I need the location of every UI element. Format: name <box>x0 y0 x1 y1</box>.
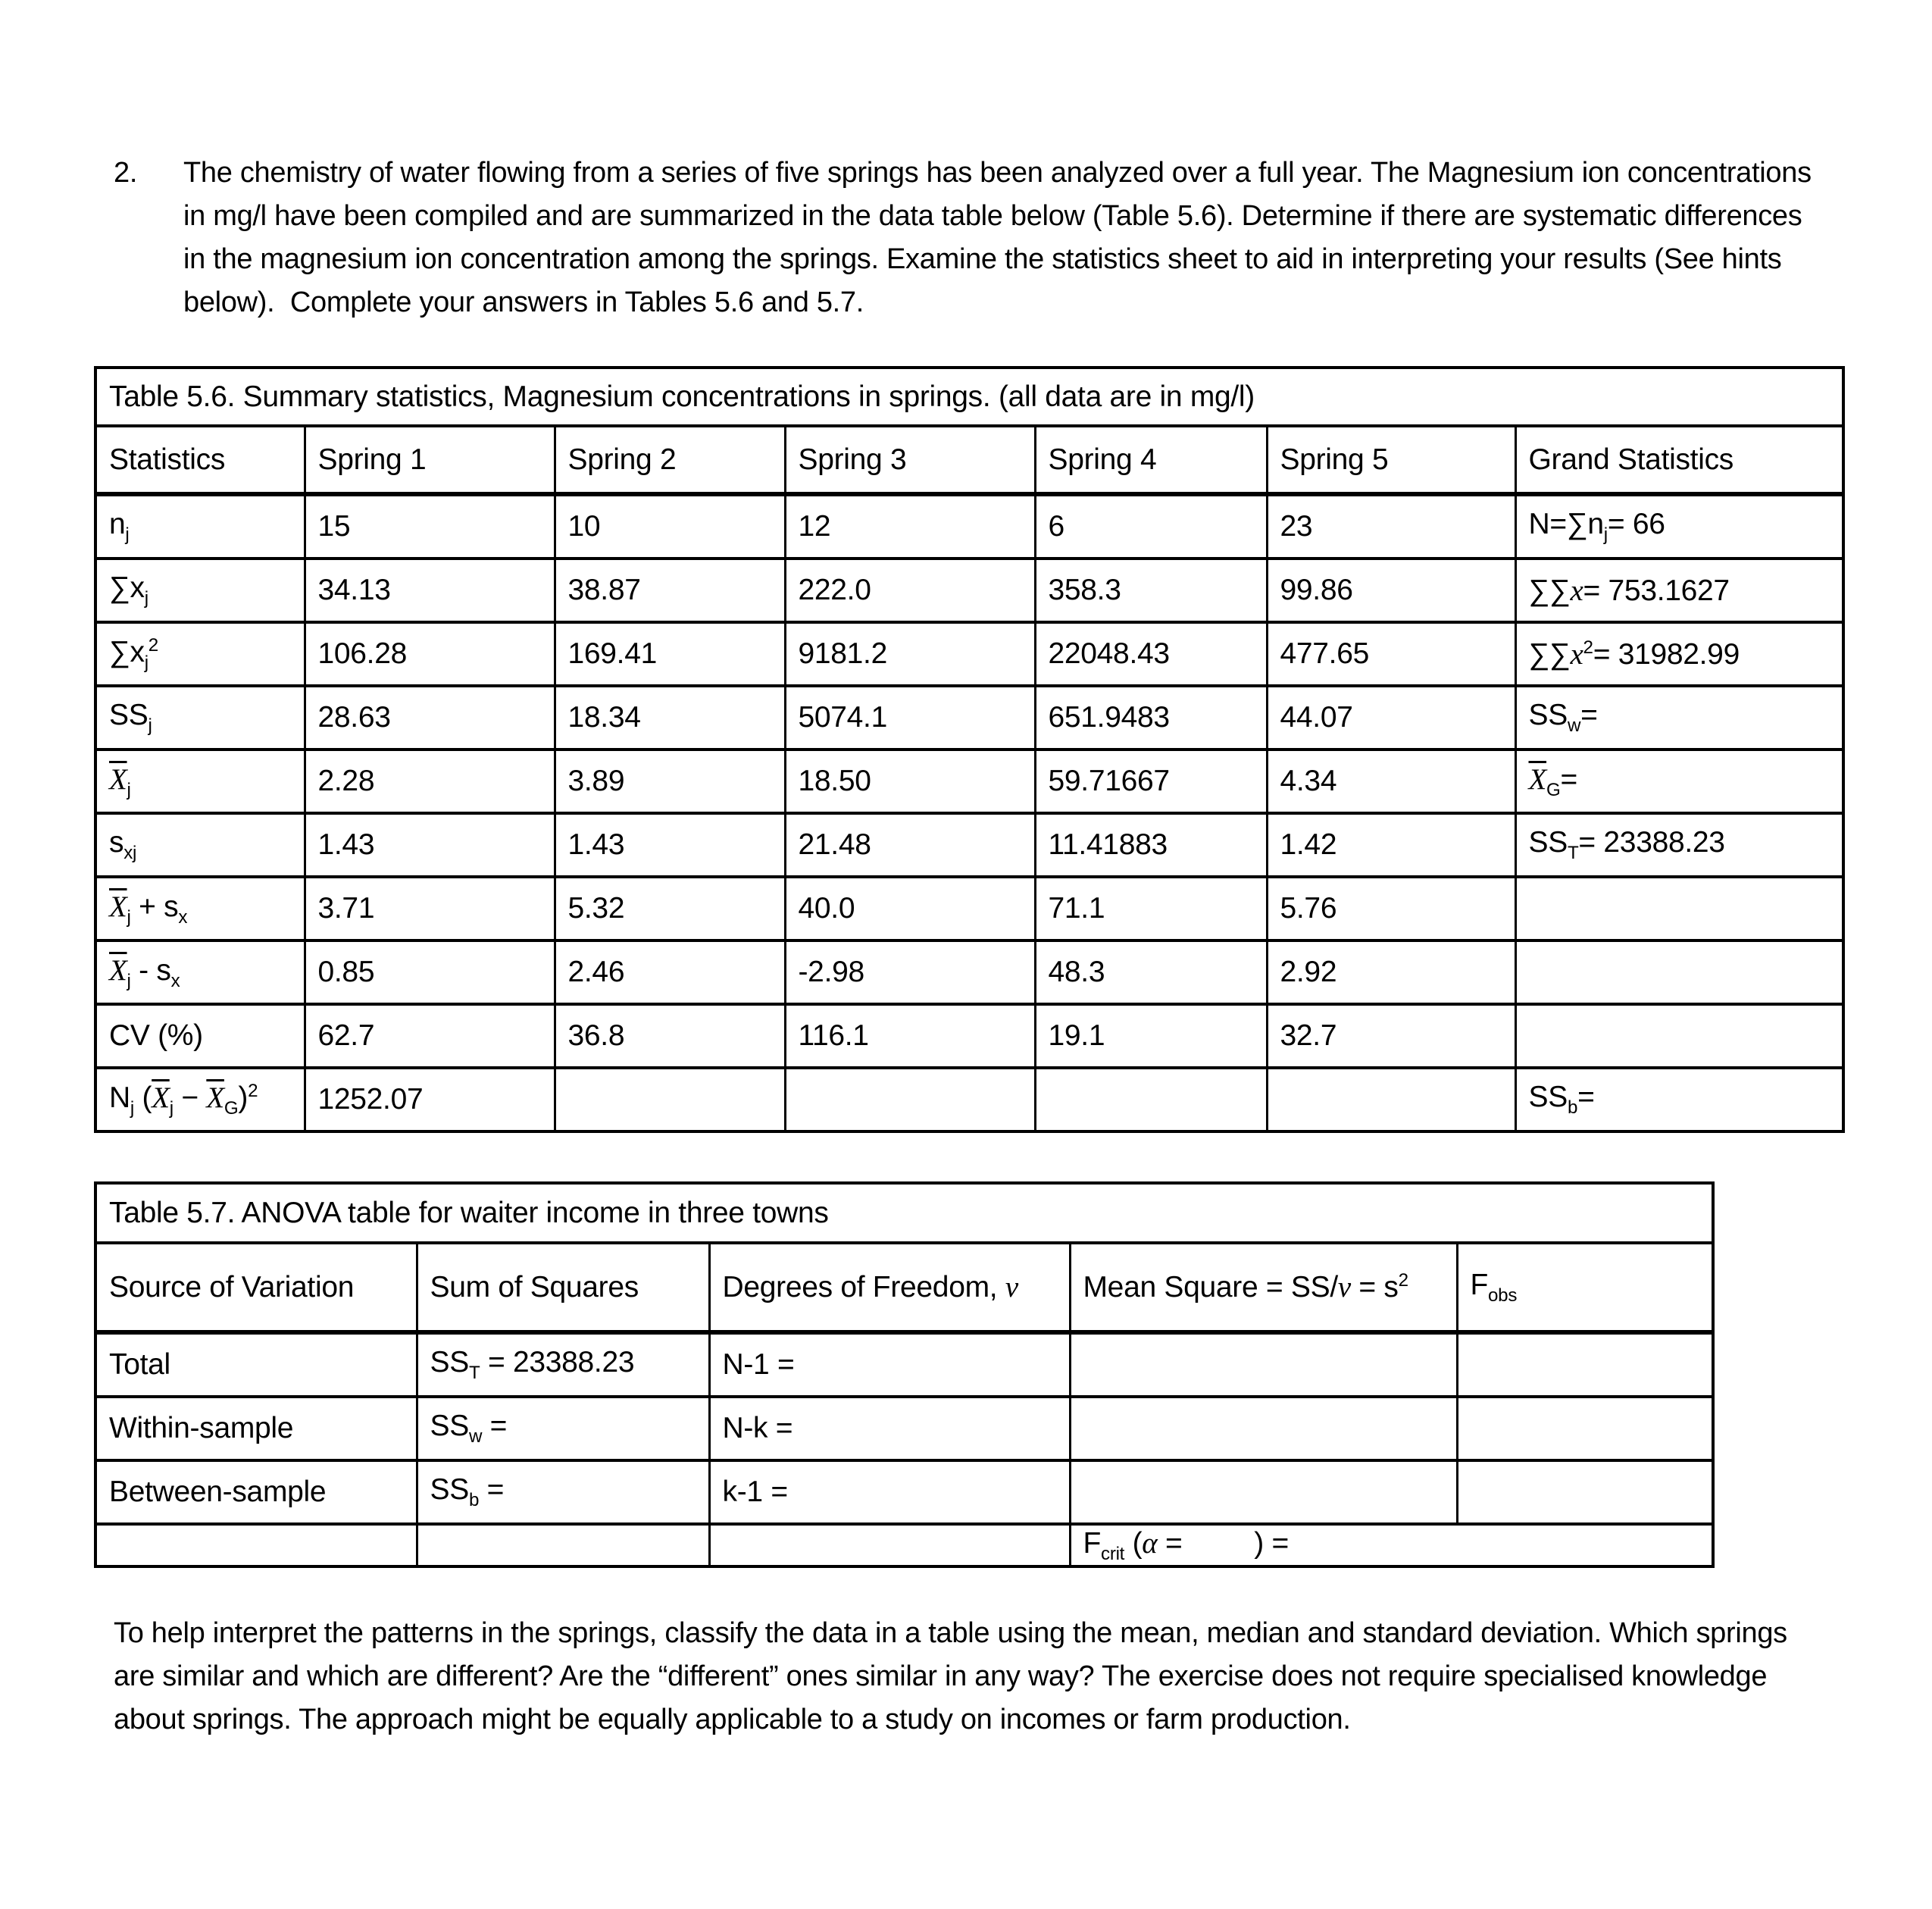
value-cell: 1.42 <box>1267 813 1515 877</box>
value-cell: 18.34 <box>555 686 785 750</box>
worksheet-page <box>0 152 1932 1909</box>
value-cell: 34.13 <box>305 559 555 622</box>
row-label: $SS_j$ <box>95 686 305 750</box>
table-row <box>95 1460 1713 1524</box>
value-cell: 23 <box>1267 494 1515 559</box>
value-cell: 4.34 <box>1267 750 1515 813</box>
value-cell: 18.50 <box>785 750 1035 813</box>
value-cell <box>1070 1332 1457 1397</box>
value-cell <box>1035 1068 1267 1131</box>
value-cell: 99.86 <box>1267 559 1515 622</box>
row-label: $\sum x_j$ <box>95 559 305 622</box>
table-header-row <box>95 1243 1713 1332</box>
value-cell: 62.7 <box>305 1004 555 1068</box>
closing-paragraph: To help interpret the patterns in the springs, classify the data in a table using the mean, median and standard deviation. Which springs are similar and which are different? Are the “different” ones similar in any way? The exercise does not require specialised knowledge about springs. The approach might be equally applicable to a study on incomes or farm production. <box>114 1617 1796 1735</box>
table-caption: Table 5.7. ANOVA table for waiter income in three towns <box>95 1183 1713 1243</box>
table-row <box>95 494 1843 559</box>
column-header: Spring 2 <box>555 426 785 494</box>
problem-text: The chemistry of water flowing from a series of five springs has been analyzed over a full year. The Magnesium ion concentrations in mg/l have been compiled and are summarized in the data table below (Table 5.6). Determine if there are systematic differences in the magnesium ion concentration among the springs. Examine the statistics sheet to aid in interpreting your results (See hints below). Complete your answers in Tables 5.6 and 5.7. <box>183 157 1820 318</box>
value-cell: 116.1 <box>785 1004 1035 1068</box>
value-cell: 71.1 <box>1035 877 1267 940</box>
grand-statistics-cell: $SS_T= 23388.23$ <box>1515 813 1843 877</box>
table-row <box>95 1332 1713 1397</box>
value-cell: 0.85 <box>305 940 555 1004</box>
value-cell: 59.71667 <box>1035 750 1267 813</box>
column-header: Mean Square = $SS/\nu = s^2$ <box>1070 1243 1457 1332</box>
row-label: Within-sample <box>95 1397 417 1460</box>
value-cell: 2.28 <box>305 750 555 813</box>
value-cell: 22048.43 <box>1035 622 1267 686</box>
table-row <box>95 1397 1713 1460</box>
row-label: $\overline{X}_j$ <box>95 750 305 813</box>
grand-statistics-cell: $SS_w=$ <box>1515 686 1843 750</box>
row-label: $N_j$ $(\overline{X}_j - \overline{X}_G)^2$ <box>95 1068 305 1131</box>
value-cell <box>1457 1460 1713 1524</box>
table-row <box>95 686 1843 750</box>
value-cell: 5.76 <box>1267 877 1515 940</box>
row-label: $s_{xj}$ <box>95 813 305 877</box>
value-cell: 40.0 <box>785 877 1035 940</box>
row-label: $\overline{X}_j + s_x$ <box>95 877 305 940</box>
value-cell: 6 <box>1035 494 1267 559</box>
value-cell <box>1457 1332 1713 1397</box>
value-cell <box>1267 1068 1515 1131</box>
column-header: $F_{obs}$ <box>1457 1243 1713 1332</box>
summary-statistics-table <box>94 366 1845 1133</box>
value-cell <box>555 1068 785 1131</box>
row-label: Total <box>95 1332 417 1397</box>
column-header: Spring 3 <box>785 426 1035 494</box>
value-cell <box>1070 1397 1457 1460</box>
grand-statistics-cell <box>1515 877 1843 940</box>
column-header: Source of Variation <box>95 1243 417 1332</box>
value-cell: k-1 = <box>709 1460 1070 1524</box>
column-header: Spring 4 <box>1035 426 1267 494</box>
row-label: Between-sample <box>95 1460 417 1524</box>
value-cell: 1.43 <box>305 813 555 877</box>
table-header-row <box>95 426 1843 494</box>
value-cell: 106.28 <box>305 622 555 686</box>
problem-number: 2. <box>114 157 138 189</box>
problem-statement <box>114 152 1834 324</box>
value-cell: 2.92 <box>1267 940 1515 1004</box>
value-cell: N-k = <box>709 1397 1070 1460</box>
value-cell: 2.46 <box>555 940 785 1004</box>
value-cell: 36.8 <box>555 1004 785 1068</box>
value-cell: 44.07 <box>1267 686 1515 750</box>
anova-table <box>94 1181 1715 1568</box>
column-header: Statistics <box>95 426 305 494</box>
table-row <box>95 877 1843 940</box>
value-cell: 3.89 <box>555 750 785 813</box>
value-cell: 32.7 <box>1267 1004 1515 1068</box>
value-cell: 169.41 <box>555 622 785 686</box>
column-header: Sum of Squares <box>417 1243 709 1332</box>
column-header: Grand Statistics <box>1515 426 1843 494</box>
value-cell: 28.63 <box>305 686 555 750</box>
grand-statistics-cell <box>1515 1004 1843 1068</box>
row-label: $\overline{X}_j - s_x$ <box>95 940 305 1004</box>
value-cell: $SS_T = 23388.23$ <box>417 1332 709 1397</box>
row-label: $\sum x_j^2$ <box>95 622 305 686</box>
value-cell: 10 <box>555 494 785 559</box>
table-row <box>95 559 1843 622</box>
value-cell <box>785 1068 1035 1131</box>
value-cell <box>1457 1397 1713 1460</box>
column-header: Degrees of Freedom, ν <box>709 1243 1070 1332</box>
value-cell: 1.43 <box>555 813 785 877</box>
table-caption: Table 5.6. Summary statistics, Magnesium concentrations in springs. (all data are in mg/l) <box>95 368 1843 426</box>
table-row <box>95 940 1843 1004</box>
grand-statistics-cell: $SS_b=$ <box>1515 1068 1843 1131</box>
f-crit-cell: $F_{crit}$ (α = ) = <box>1070 1524 1713 1566</box>
value-cell: 3.71 <box>305 877 555 940</box>
value-cell <box>95 1524 417 1566</box>
value-cell: 222.0 <box>785 559 1035 622</box>
table-row <box>95 1068 1843 1131</box>
value-cell: 21.48 <box>785 813 1035 877</box>
value-cell: 5074.1 <box>785 686 1035 750</box>
value-cell: 1252.07 <box>305 1068 555 1131</box>
value-cell: -2.98 <box>785 940 1035 1004</box>
value-cell: N-1 = <box>709 1332 1070 1397</box>
value-cell: 15 <box>305 494 555 559</box>
value-cell <box>709 1524 1070 1566</box>
table-row <box>95 813 1843 877</box>
value-cell: 48.3 <box>1035 940 1267 1004</box>
value-cell: 651.9483 <box>1035 686 1267 750</box>
column-header: Spring 5 <box>1267 426 1515 494</box>
value-cell: $SS_b$ = <box>417 1460 709 1524</box>
grand-statistics-cell: ∑∑x= 753.1627 <box>1515 559 1843 622</box>
value-cell: 477.65 <box>1267 622 1515 686</box>
table-row <box>95 750 1843 813</box>
table-row <box>95 1004 1843 1068</box>
grand-statistics-cell: $\overline{X}_G=$ <box>1515 750 1843 813</box>
grand-statistics-cell: $N=\sum n_j= 66$ <box>1515 494 1843 559</box>
value-cell <box>417 1524 709 1566</box>
value-cell: 9181.2 <box>785 622 1035 686</box>
value-cell: $SS_w$ = <box>417 1397 709 1460</box>
table-row <box>95 1183 1713 1243</box>
value-cell: 19.1 <box>1035 1004 1267 1068</box>
table-row <box>95 368 1843 426</box>
value-cell: 11.41883 <box>1035 813 1267 877</box>
value-cell <box>1070 1460 1457 1524</box>
value-cell: 38.87 <box>555 559 785 622</box>
row-label: CV (%) <box>95 1004 305 1068</box>
table-row <box>95 1524 1713 1566</box>
value-cell: 12 <box>785 494 1035 559</box>
table-row <box>95 622 1843 686</box>
column-header: Spring 1 <box>305 426 555 494</box>
value-cell: 5.32 <box>555 877 785 940</box>
row-label: $n_j$ <box>95 494 305 559</box>
grand-statistics-cell: $\sum\sum x^2= 31982.99$ <box>1515 622 1843 686</box>
value-cell: 358.3 <box>1035 559 1267 622</box>
grand-statistics-cell <box>1515 940 1843 1004</box>
